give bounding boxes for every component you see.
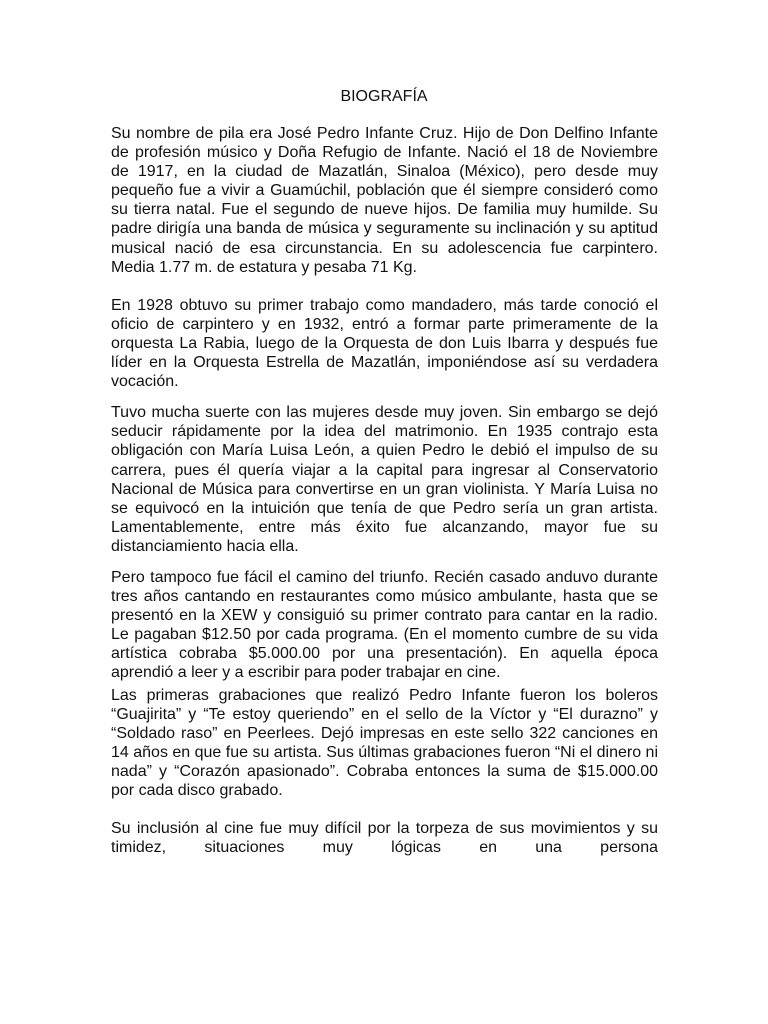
document-title: BIOGRAFÍA	[340, 88, 428, 105]
paragraph-radio: Pero tampoco fue fácil el camino del triunfo. Recién casado anduvo durante tres años cantando en restaurantes como músico ambulante, hasta que se presentó en la XEW y consiguió su primer contrato para cantar en la radio. Le pagaban $12.50 por cada programa. (En el momento cumbre de su vida artística cobraba $5.000.00 por una presentación). En aquella época aprendió a leer y a escribir para poder trabajar en cine.	[111, 568, 658, 682]
paragraph-marriage: Tuvo mucha suerte con las mujeres desde muy joven. Sin embargo se dejó seducir rápidamente por la idea del matrimonio. En 1935 contrajo esta obligación con María Luisa León, a quien Pedro le debió el impulso de su carrera, pues él quería viajar a la capital para ingresar al Conservatorio Nacional de Música para convertirse en un gran violinista. Y María Luisa no se equivocó en la intuición que tenía de que Pedro sería un gran artista. Lamentablemente, entre más éxito fue alcanzando, mayor fue su distanciamiento hacia ella.	[111, 404, 658, 555]
paragraph-early-career: En 1928 obtuvo su primer trabajo como mandadero, más tarde conoció el oficio de carpintero y en 1932, entró a formar parte primeramente de la orquesta La Rabia, luego de la Orquesta de don Luis Ibarra y después fue líder en la Orquesta Estrella de Mazatlán, imponiéndose así su verdadera vocación.	[111, 296, 658, 391]
paragraph-cinema: Su inclusión al cine fue muy difícil por la torpeza de sus movimientos y su timidez, situaciones muy lógicas en una persona	[111, 820, 658, 857]
document-body	[111, 124, 658, 857]
paragraph-recordings: Las primeras grabaciones que realizó Pedro Infante fueron los boleros “Guajirita” y “Te estoy queriendo” en el sello de la Víctor y “El durazno” y “Soldado raso” en Peerlees. Dejó impresas en este sello 322 canciones en 14 años en que fue su artista. Sus últimas grabaciones fueron “Ni el dinero ni nada” y “Corazón apasionado”. Cobraba entonces la suma de $15.000.00 por cada disco grabado.	[111, 686, 658, 799]
paragraph-origins: Su nombre de pila era José Pedro Infante Cruz. Hijo de Don Delfino Infante de profesión músico y Doña Refugio de Infante. Nació el 18 de Noviembre de 1917, en la ciudad de Mazatlán, Sinaloa (México), pero desde muy pequeño fue a vivir a Guamúchil, población que él siempre consideró como su tierra natal. Fue el segundo de nueve hijos. De familia muy humilde. Su padre dirigía una banda de música y seguramente su inclinación y su aptitud musical nació de esa circunstancia. En su adolescencia fue carpintero. Media 1.77 m. de estatura y pesaba 71 Kg.	[111, 125, 658, 276]
